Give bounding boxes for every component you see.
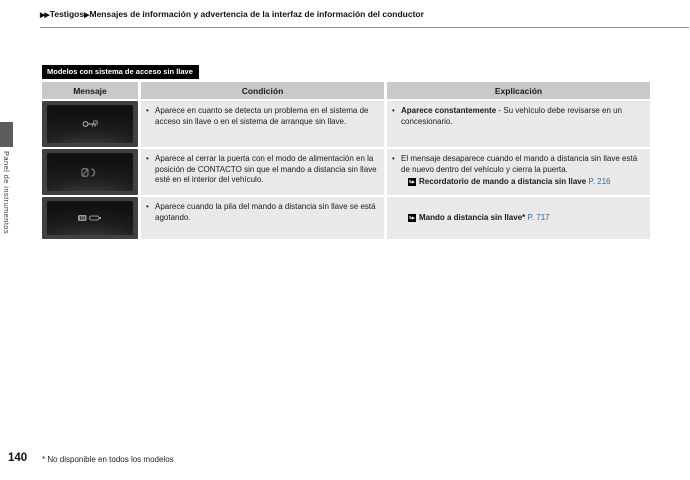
column-header-mensaje: Mensaje [42,82,138,99]
explanation-lead: Aparece constantemente [401,106,497,115]
breadcrumb [40,9,424,19]
condition-text: Aparece al cerrar la puerta con el modo de alimentación en la posición de CONTACTO sin que el mando a distancia sin llave esté en el interior del vehículo. [155,154,377,185]
explanation-cell-row2 [387,149,650,195]
condition-cell-row2 [141,149,384,195]
message-display-remote-reminder [42,149,138,195]
condition-text: Aparece cuando la pila del mando a distancia sin llave se está agotando. [155,202,376,222]
condition-cell-row3 [141,197,384,239]
header-divider [40,27,689,28]
explanation-tail: - Su vehículo debe revisarse en un concesionario. [401,106,623,126]
breadcrumb-section: Testigos [49,9,85,19]
reference-text [419,213,550,224]
breadcrumb-separator-icon: ▶ [84,12,89,19]
column-header-condicion: Condición [141,82,384,99]
condition-text: Aparece en cuanto se detecta un problema en el sistema de acceso sin llave o en el sistema de arranque sin llave. [155,106,369,126]
explanation-text: El mensaje desaparece cuando el mando a distancia sin llave está de nuevo dentro del vehículo y cierra la puerta. [401,154,638,174]
display-screen [47,201,133,235]
remote-low-battery-icon [76,212,104,224]
see-page-icon [408,178,416,186]
column-header-explicacion: Explicación [387,82,650,99]
display-screen [47,153,133,191]
bullet-icon: • [146,106,149,115]
reference-label: Mando a distancia sin llave* [419,213,526,222]
bullet-icon: • [146,154,149,163]
condition-cell-row1 [141,101,384,147]
bullet-icon: • [392,106,395,115]
reference-page: P. 216 [588,177,611,187]
chapter-tab-marker [0,122,13,147]
breadcrumb-arrows-icon: ▶▶ [40,12,49,19]
message-display-low-battery [42,197,138,239]
reference-page: P. 717 [527,213,550,222]
reference-text [419,177,611,188]
key-warning-icon [81,118,99,130]
section-badge: Modelos con sistema de acceso sin llave [42,65,199,79]
bullet-icon: • [146,202,149,211]
cross-reference-link[interactable] [408,177,644,188]
chapter-label: Panel de instrumentos [2,151,11,235]
message-display-keyless-warning [42,101,138,147]
cross-reference-link[interactable] [408,213,644,224]
breadcrumb-title: Mensajes de información y advertencia de la interfaz de información del conductor [89,9,424,19]
page-number: 140 [8,452,28,464]
display-screen [47,105,133,143]
explanation-cell-row1 [387,101,650,147]
explanation-text [401,106,644,127]
keyless-remote-reminder-icon [79,166,101,179]
reference-label: Recordatorio de mando a distancia sin llave [419,177,587,187]
message-table [42,82,650,239]
footnote: * No disponible en todos los modelos [42,455,174,464]
bullet-icon: • [392,154,395,163]
explanation-cell-row3 [387,197,650,239]
see-page-icon [408,214,416,222]
